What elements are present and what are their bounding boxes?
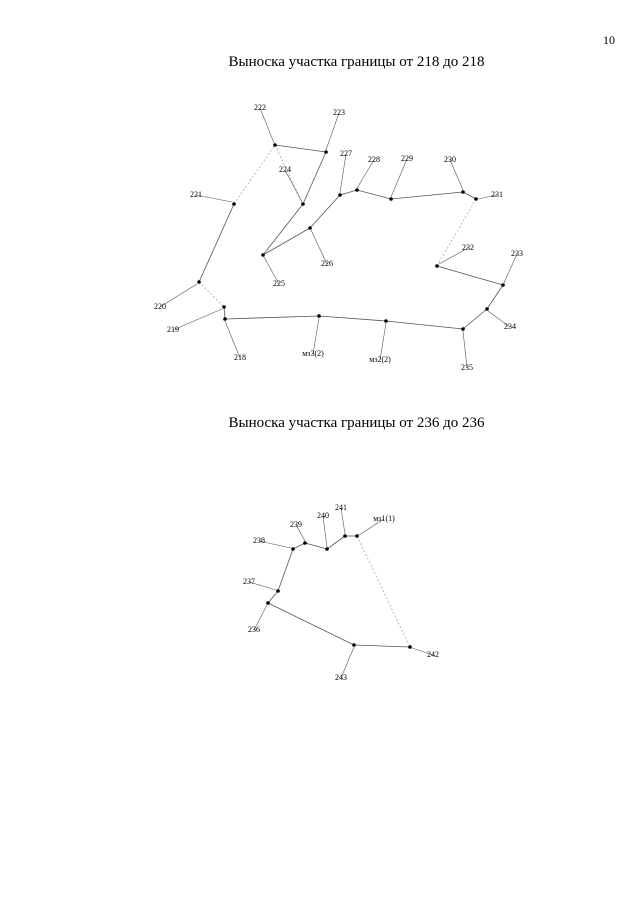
boundary-edge [340,190,357,195]
point-label: 224 [279,164,291,174]
point-label: 227 [340,148,352,158]
boundary-edge [268,591,278,603]
boundary-point [355,188,359,192]
boundary-edge [391,192,463,199]
section-title-1: Выноска участка границы от 218 до 218 [228,54,485,70]
point-leader [260,108,274,143]
point-label: 223 [333,107,345,117]
boundary-edge [437,266,503,285]
boundary-edge [305,543,327,549]
boundary-edge [303,152,326,204]
boundary-point [485,307,489,311]
boundary-edge [224,307,225,319]
boundary-edge [293,543,305,549]
boundary-point [389,197,393,201]
boundary-point [276,589,280,593]
boundary-edge [354,645,410,647]
boundary-edge [263,204,303,255]
point-label: 240 [317,510,329,520]
boundary-point [474,197,478,201]
point-label: мз2(2) [369,354,391,364]
boundary-point [273,143,277,147]
boundary-point [338,193,342,197]
boundary-edge-faint [437,199,476,266]
point-leader [340,154,346,193]
boundary-edge [225,316,319,319]
point-label: 229 [401,153,413,163]
boundary-point [384,319,388,323]
point-leader [391,159,407,197]
boundary-edge-faint [357,536,410,647]
boundary-point [343,534,347,538]
point-label: 225 [273,278,285,288]
boundary-point [325,547,329,551]
boundary-point [317,314,321,318]
boundary-point [232,202,236,206]
boundary-diagram-1 [154,103,523,372]
boundary-point [435,264,439,268]
boundary-point [301,202,305,206]
point-label: 238 [253,535,265,545]
boundary-edge [386,321,463,329]
point-leader [173,309,222,330]
boundary-edge-faint [234,145,275,204]
boundary-point [355,534,359,538]
boundary-edge [327,536,345,549]
point-label: 233 [511,248,523,258]
boundary-edge [263,228,310,255]
boundary-edge [268,603,354,645]
point-label: мз3(2) [302,348,324,358]
boundary-edge-faint [199,282,224,307]
boundary-point [408,645,412,649]
boundary-edge-faint [275,145,303,204]
point-label: 221 [190,189,202,199]
point-leader [357,160,374,188]
boundary-edge [275,145,326,152]
boundary-point [291,547,295,551]
boundary-point [324,150,328,154]
boundary-point [266,601,270,605]
point-label: 234 [504,321,516,331]
point-leader [341,508,345,534]
point-label: 231 [491,189,503,199]
boundary-edge [319,316,386,321]
point-label: 222 [254,102,266,112]
point-label: 228 [368,154,380,164]
boundary-point [261,253,265,257]
point-label: 236 [248,624,260,634]
point-label: 243 [335,672,347,682]
boundary-point [461,190,465,194]
point-label: 235 [461,362,473,372]
section-title-2: Выноска участка границы от 236 до 236 [228,415,485,431]
boundary-edge [487,285,503,309]
point-label: мз1(1) [373,513,395,523]
boundary-point [303,541,307,545]
boundary-edge [357,190,391,199]
boundary-edge [463,309,487,329]
point-label: 242 [427,649,439,659]
point-label: 230 [444,154,456,164]
point-label: 226 [321,258,333,268]
boundary-point [197,280,201,284]
boundary-point [461,327,465,331]
boundary-diagram-2 [243,503,439,682]
boundary-point [308,226,312,230]
boundary-point [223,317,227,321]
point-leader [323,516,327,547]
point-label: 239 [290,519,302,529]
point-label: 220 [154,301,166,311]
point-label: 237 [243,576,255,586]
point-leader [450,160,463,190]
boundary-edge [199,204,234,282]
boundary-point [501,283,505,287]
page-number: 10 [603,33,615,47]
boundary-point [352,643,356,647]
point-leader [326,113,339,150]
boundary-edge [463,192,476,199]
boundary-edge [310,195,340,228]
point-label: 241 [335,502,347,512]
point-label: 218 [234,352,246,362]
boundary-point [222,305,226,309]
point-leader [504,254,517,283]
point-label: 232 [462,242,474,252]
boundary-edge [278,549,293,591]
point-leader [285,170,302,202]
point-label: 219 [167,324,179,334]
